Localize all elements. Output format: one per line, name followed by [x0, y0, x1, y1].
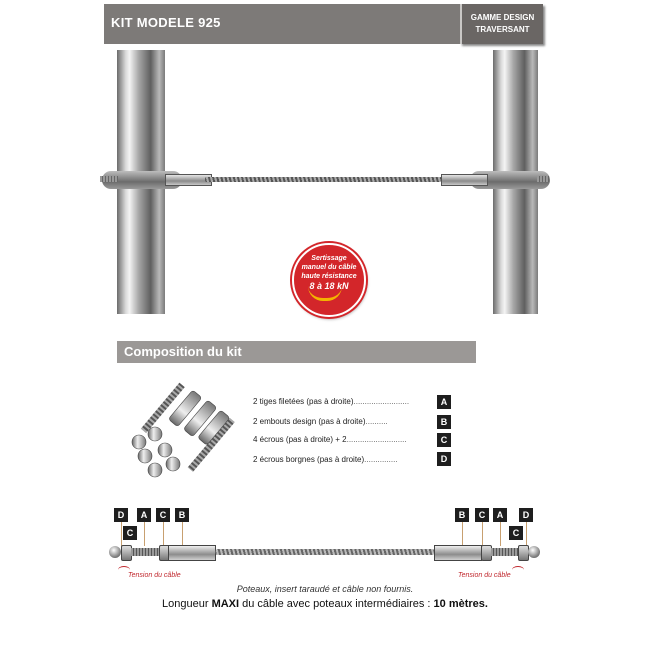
left-tension-label: Tension du câble — [128, 572, 181, 579]
component-letter-a: A — [437, 395, 451, 409]
right-terminal — [441, 174, 488, 186]
right-tension-label: Tension du câble — [458, 572, 511, 579]
badge-line-2: manuel du câble — [301, 264, 357, 271]
diagram-letter-left-d: D — [114, 508, 128, 522]
diagram-letter-right-c: C — [475, 508, 489, 522]
diagram-letter-left-c: C — [156, 508, 170, 522]
left-threaded-rod — [131, 548, 161, 556]
diagram-letter-right-c-low: C — [509, 526, 523, 540]
component-item-a: 2 tiges filetées (pas à droite)......................... — [253, 397, 410, 406]
component-letter-d: D — [437, 452, 451, 466]
max-length-line: Longueur MAXI du câble avec poteaux intermédiaires : 10 mètres. — [162, 598, 488, 610]
diagram-cable — [215, 549, 435, 555]
right-domed-nut — [528, 546, 540, 558]
kit-parts-image — [125, 372, 245, 482]
component-item-b: 2 embouts design (pas à droite).......... — [253, 417, 388, 426]
right-design-end — [434, 545, 482, 561]
crimping-badge — [292, 243, 366, 317]
right-end-rod — [537, 176, 549, 182]
badge-line-4: 8 à 18 kN — [309, 281, 349, 291]
range-line-2: TRAVERSANT — [475, 25, 530, 34]
component-item-c: 4 écrous (pas à droite) + 2........................... — [253, 435, 407, 444]
badge-line-1: Sertissage — [311, 255, 347, 262]
diagram-letter-left-b: B — [175, 508, 189, 522]
section-title: Composition du kit — [124, 344, 242, 359]
range-line-1: GAMME DESIGN — [470, 13, 535, 22]
right-threaded-rod — [491, 548, 519, 556]
diagram-letter-right-b: B — [455, 508, 469, 522]
left-domed-nut — [109, 546, 121, 558]
page-title: KIT MODELE 925 — [111, 15, 221, 30]
diagram-letter-right-d: D — [519, 508, 533, 522]
diagram-letter-right-a: A — [493, 508, 507, 522]
component-letter-c: C — [437, 433, 451, 447]
range-box — [460, 4, 543, 44]
diagram-letter-left-a: A — [137, 508, 151, 522]
component-item-d: 2 écrous borgnes (pas à droite)............... — [253, 455, 398, 464]
right-tension-arrow-icon — [512, 566, 524, 574]
diagram-letter-left-c-low: C — [123, 526, 137, 540]
footer-note: Poteaux, insert taraudé et câble non fournis. — [236, 584, 414, 594]
left-end-rod — [100, 176, 118, 182]
cable — [205, 177, 442, 182]
component-letter-b: B — [437, 415, 451, 429]
badge-line-3: haute résistance — [301, 273, 357, 280]
left-design-end — [168, 545, 216, 561]
